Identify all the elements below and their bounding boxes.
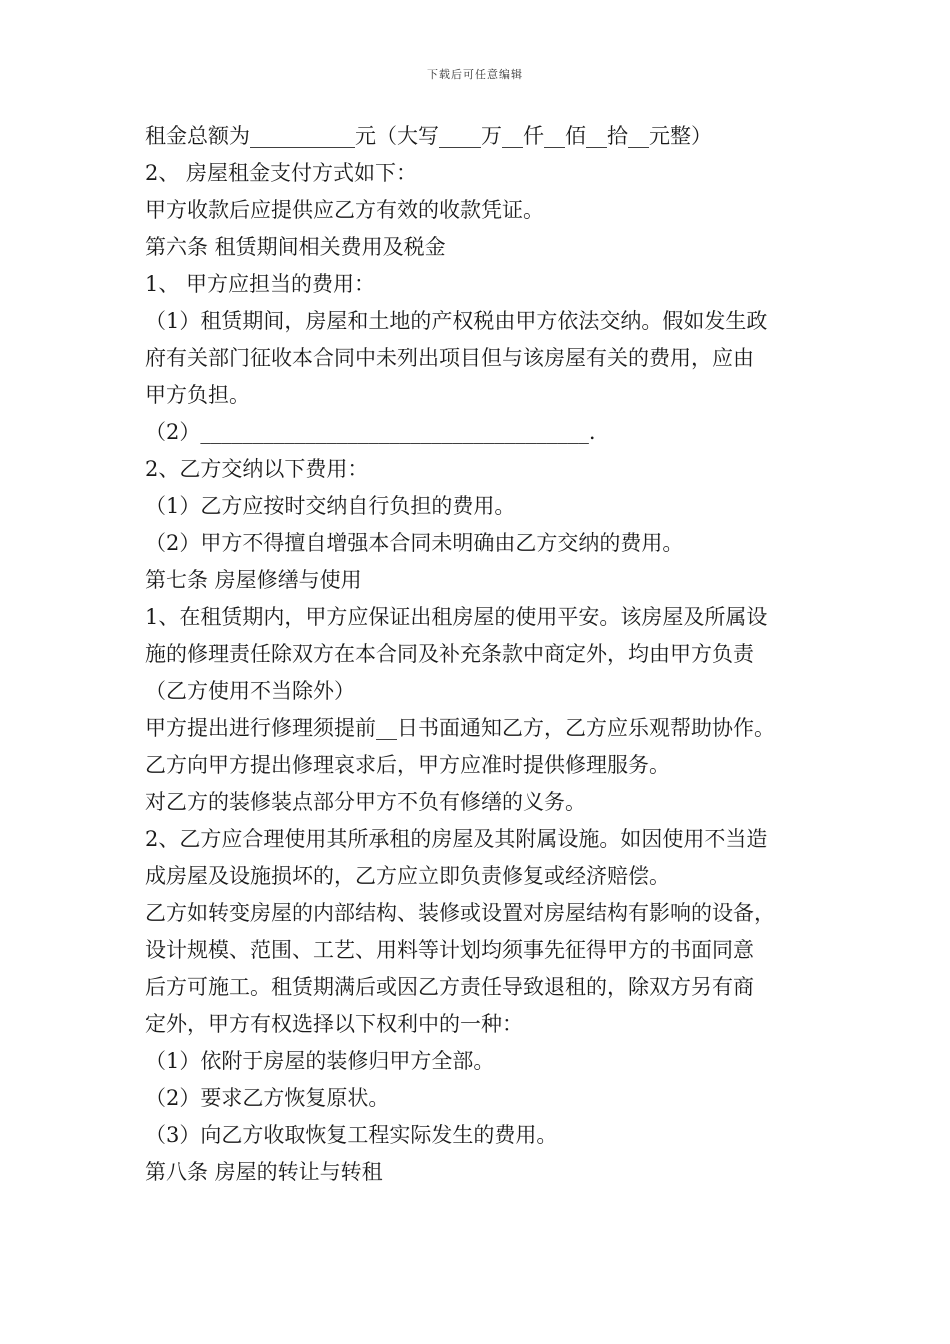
paragraph-line: （1）乙方应按时交纳自行负担的费用。 bbox=[145, 494, 516, 518]
paragraph-line: 2、乙方应合理使用其所承租的房屋及其附属设施。如因使用不当造 bbox=[145, 827, 768, 851]
paragraph-line: 1、在租赁期内，甲方应保证出租房屋的使用平安。该房屋及所属设 bbox=[145, 605, 768, 629]
paragraph-line: 设计规模、范围、工艺、用料等计划均须事先征得甲方的书面同意 bbox=[145, 938, 754, 962]
paragraph-line: （乙方使用不当除外） bbox=[145, 679, 355, 703]
header-note: 下载后可任意编辑 bbox=[427, 68, 523, 81]
paragraph-line: （2）要求乙方恢复原状。 bbox=[145, 1086, 390, 1110]
party-a-fees-heading: 1、 甲方应担当的费用： bbox=[145, 272, 376, 296]
paragraph-line: 成房屋及设施损坏的，乙方应立即负责修复或经济赔偿。 bbox=[145, 864, 670, 888]
paragraph-line: 乙方向甲方提出修理哀求后，甲方应准时提供修理服务。 bbox=[145, 753, 670, 777]
paragraph-line: 定外，甲方有权选择以下权利中的一种： bbox=[145, 1012, 523, 1036]
receipt-line: 甲方收款后应提供应乙方有效的收款凭证。 bbox=[145, 198, 544, 222]
rent-total-line: 租金总额为__________元（大写____万__仟__佰__拾__元整） bbox=[145, 124, 712, 148]
paragraph-line: 甲方负担。 bbox=[145, 383, 250, 407]
paragraph-line: 施的修理责任除双方在本合同及补充条款中商定外，均由甲方负责 bbox=[145, 642, 754, 666]
paragraph-line: （2）甲方不得擅自增强本合同未明确由乙方交纳的费用。 bbox=[145, 531, 684, 555]
article-6-heading: 第六条 租赁期间相关费用及税金 bbox=[145, 235, 446, 259]
paragraph-line: 后方可施工。租赁期满后或因乙方责任导致退租的，除双方另有商 bbox=[145, 975, 754, 999]
paragraph-line: 府有关部门征收本合同中未列出项目但与该房屋有关的费用，应由 bbox=[145, 346, 754, 370]
paragraph-line: 对乙方的装修装点部分甲方不负有修缮的义务。 bbox=[145, 790, 586, 814]
paragraph-line: （3）向乙方收取恢复工程实际发生的费用。 bbox=[145, 1123, 558, 1147]
payment-method-line: 2、 房屋租金支付方式如下： bbox=[145, 161, 418, 185]
paragraph-line: 甲方提出进行修理须提前__日书面通知乙方，乙方应乐观帮助协作。 bbox=[145, 716, 775, 740]
blank-item-line: （2）_____________________________________. bbox=[145, 420, 596, 444]
paragraph-line: （1）租赁期间，房屋和土地的产权税由甲方依法交纳。假如发生政 bbox=[145, 309, 768, 333]
paragraph-line: 乙方如转变房屋的内部结构、装修或设置对房屋结构有影响的设备， bbox=[145, 901, 775, 925]
document-body bbox=[145, 118, 825, 1191]
party-b-fees-heading: 2、乙方交纳以下费用： bbox=[145, 457, 369, 481]
article-7-heading: 第七条 房屋修缮与使用 bbox=[145, 568, 362, 592]
paragraph-line: （1）依附于房屋的装修归甲方全部。 bbox=[145, 1049, 495, 1073]
article-8-heading: 第八条 房屋的转让与转租 bbox=[145, 1160, 383, 1184]
